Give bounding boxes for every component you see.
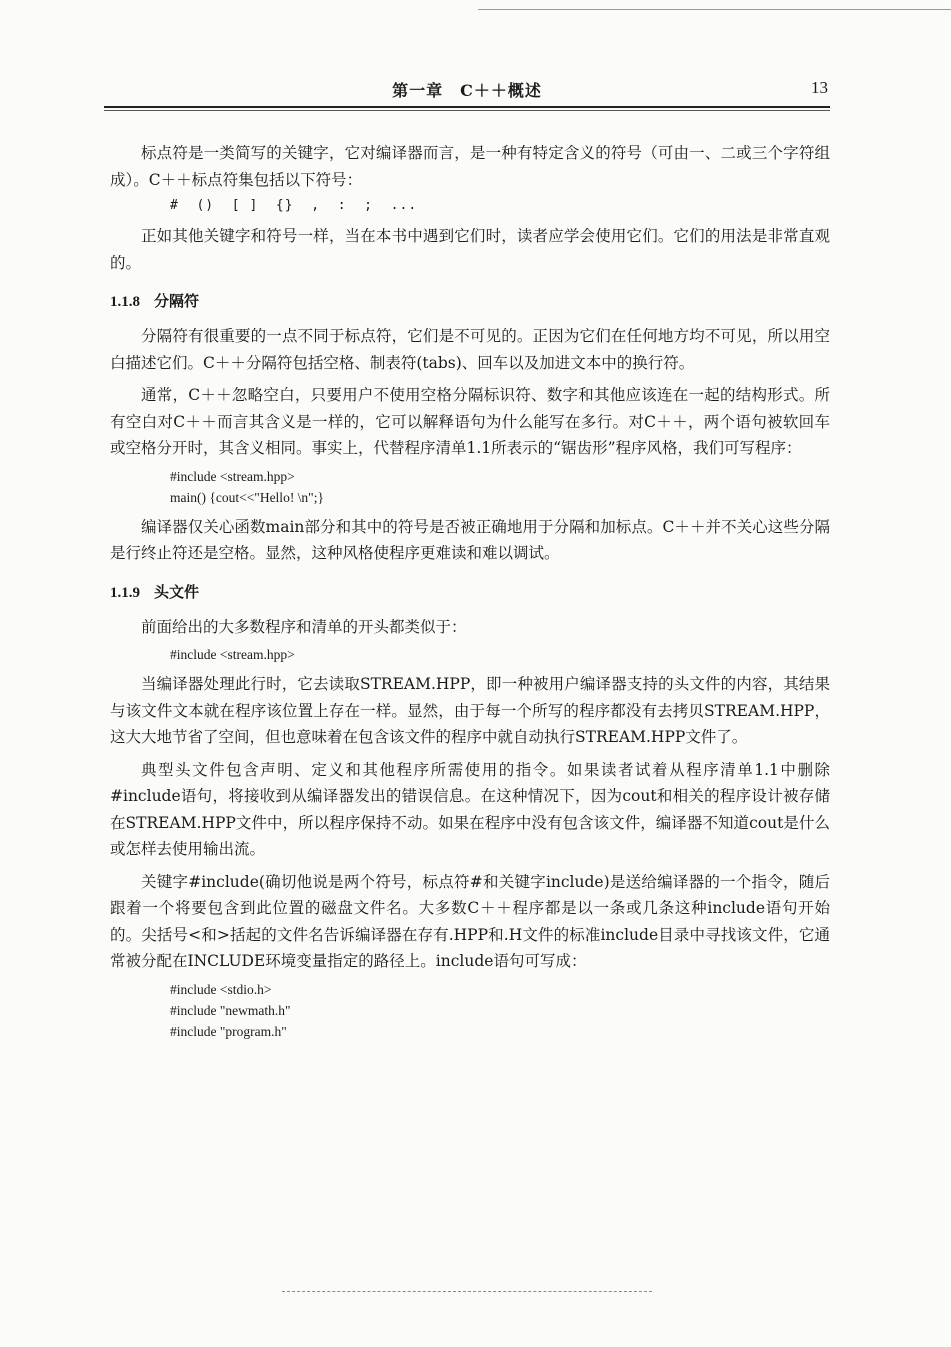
- chapter-title: 第一章 C＋＋概述: [392, 81, 542, 100]
- paragraph-header-files-3: 典型头文件包含声明、定义和其他程序所需使用的指令。如果读者试着从程序清单1.1中删除#include语句，将接收到从编译器发出的错误信息。在这种情况下，因为cout和相关的程序设计被存储在STREAM.HPP文件中，所以程序保持不动。如果在程序中没有包含该文件，编译器不知道cout是什么或怎样去使用输出流。: [110, 760, 830, 858]
- section-title: 分隔符: [154, 292, 200, 310]
- paragraph-header-files-2: 当编译器处理此行时，它去读取STREAM.HPP，即一种被用户编译器支持的头文件的内容，其结果与该文件文本就在程序该位置上存在一样。显然，由于每一个所写的程序都没有去拷贝STREAM.HPP，这大大地节省了空间，但也意味着在包含该文件的程序中就自动执行STREAM.HPP文件了。: [110, 675, 830, 746]
- paragraph-header-files-4: 关键字#include(确切他说是两个符号，标点符#和关键字include)是送给编译器的一个指令，随后跟着一个将要包含到此位置的磁盘文件名。大多数C＋＋程序都是以一条或几条这种include语句开始的。尖括号<和>括起的文件名告诉编译器在存有.HPP和.H文件的标准include目录中寻找该文件，它通常被分配在INCLUDE环境变量指定的路径上。include语句可写成：: [110, 872, 830, 970]
- running-header: [104, 76, 830, 106]
- header-rule: [104, 106, 830, 108]
- paragraph-punctuation-usage: 正如其他关键字和符号一样，当在本书中遇到它们时，读者应学会使用它们。它们的用法是非常直观的。: [110, 227, 830, 272]
- page-number: 13: [811, 78, 828, 97]
- code-line: #include <stream.hpp>: [170, 647, 295, 662]
- section-number: 1.1.8: [110, 294, 140, 310]
- page-body: [110, 140, 830, 1048]
- paragraph-header-files-1: 前面给出的大多数程序和清单的开头都类似于：: [141, 617, 467, 636]
- section-title: 头文件: [154, 582, 200, 601]
- code-line: #include <stdio.h>: [170, 981, 272, 997]
- punctuation-symbols: # () [ ] {} , : ; ...: [170, 198, 418, 213]
- paragraph-separators-1: 分隔符有很重要的一点不同于标点符，它们是不可见的。正因为它们在任何地方均不可见，所以用空白描述它们。C＋＋分隔符包括空格、制表符(tabs)、回车以及加进文本中的换行符。: [110, 327, 830, 372]
- bottom-scan-rule: [282, 1291, 652, 1292]
- top-edge-rule: [478, 9, 951, 10]
- code-block-include: [170, 644, 830, 665]
- paragraph-punctuation-intro: 标点符是一类简写的关键字，它对编译器而言，是一种有特定含义的符号（可由一、二或三个字符组成）。C＋＋标点符集包括以下符号：: [110, 144, 830, 189]
- paragraph-separators-2: 通常，C＋＋忽略空白，只要用户不使用空格分隔标识符、数字和其他应该连在一起的结构形式。所有空白对C＋＋而言其含义是一样的，它可以解释语句为什么能写在多行。对C＋＋，两个语句被软回车或空格分开时，其含义相同。事实上，代替程序清单1.1所表示的“锯齿形”程序风格，我们可写程序：: [110, 386, 830, 457]
- code-line: main() {cout<<"Hello! \n";}: [170, 489, 324, 505]
- code-block-hello: [170, 466, 830, 508]
- section-heading-header-files: [110, 581, 830, 604]
- code-line: #include <stream.hpp>: [170, 468, 295, 484]
- section-number: 1.1.9: [110, 584, 140, 601]
- code-line: #include "program.h": [170, 1023, 287, 1039]
- header-rule-thin: [104, 110, 830, 111]
- code-line: #include "newmath.h": [170, 1002, 291, 1018]
- code-block-include-examples: [170, 979, 830, 1042]
- paragraph-separators-3: 编译器仅关心函数main部分和其中的符号是否被正确地用于分隔和加标点。C＋＋并不关心这些分隔是行终止符还是空格。显然，这种风格使程序更难读和难以调试。: [110, 517, 830, 562]
- section-heading-separators: [110, 290, 830, 313]
